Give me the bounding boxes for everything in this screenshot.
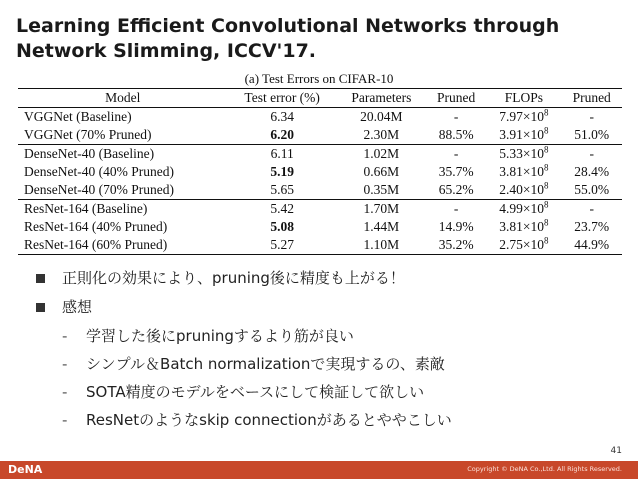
pruned-params-cell: -	[426, 200, 487, 219]
parameters-cell: 1.02M	[337, 145, 426, 164]
header-test-error: Test error (%)	[227, 89, 336, 108]
pruned-flops-cell: 55.0%	[574, 182, 610, 197]
parameters-cell: 20.04M	[360, 109, 403, 124]
header-pruned-params: Pruned	[426, 89, 487, 108]
test-error-cell: 6.20	[270, 127, 294, 142]
flops-mantissa: 3.81	[499, 164, 523, 179]
pruned-params-cell: 88.5%	[438, 127, 474, 142]
test-error-cell: 5.08	[270, 219, 294, 234]
parameters-cell: 1.10M	[337, 236, 426, 255]
bullet-text: 感想	[62, 298, 93, 316]
model-cell: DenseNet-40 (40% Pruned)	[24, 164, 174, 179]
flops-exponent: 8	[544, 235, 549, 246]
table-row	[18, 145, 622, 164]
table-row	[18, 200, 622, 219]
model-cell: ResNet-164 (60% Pruned)	[18, 236, 227, 255]
times-ten-symbol: ×10	[522, 219, 545, 234]
pruned-params-cell: -	[426, 145, 487, 164]
model-cell: ResNet-164 (Baseline)	[18, 200, 227, 219]
dash-bullet-icon: -	[62, 327, 68, 345]
sub-bullet-item	[36, 322, 616, 350]
flops-exponent: 8	[544, 199, 549, 210]
parameters-cell: 0.35M	[363, 182, 400, 197]
test-error-cell: 5.42	[227, 200, 336, 219]
pruned-params-cell: 35.2%	[426, 236, 487, 255]
bullet-text: 正則化の効果により、pruning後に精度も上がる！	[62, 269, 405, 287]
sub-bullet-item	[36, 378, 616, 406]
flops-mantissa: 7.97	[499, 109, 523, 124]
pruned-params-cell: 65.2%	[438, 182, 474, 197]
flops-mantissa: 3.91	[499, 127, 523, 142]
parameters-cell: 1.44M	[363, 219, 400, 234]
pruned-params-cell: 14.9%	[438, 219, 474, 234]
model-cell: DenseNet-40 (Baseline)	[18, 145, 227, 164]
title-line-2: Network Slimming, ICCV'17.	[16, 40, 317, 62]
square-bullet-icon	[36, 274, 45, 283]
flops-cell	[486, 200, 561, 219]
pruned-flops-cell: -	[561, 200, 622, 219]
sub-bullet-text: シンプル＆Batch normalizationで実現するの、素敵	[86, 355, 445, 373]
copyright-text: Copyright © DeNA Co.,Ltd. All Rights Reserved.	[467, 465, 622, 473]
sub-bullet-item	[36, 406, 616, 434]
header-parameters: Parameters	[337, 89, 426, 108]
test-error-cell: 6.34	[270, 109, 294, 124]
model-cell: DenseNet-40 (70% Pruned)	[24, 182, 174, 197]
flops-exponent: 8	[544, 180, 549, 191]
title-line-1: Learning Efficient Convolutional Networks through	[16, 15, 560, 37]
sub-bullet-text: 学習した後にpruningするより筋が良い	[86, 327, 354, 345]
table-row	[18, 126, 622, 145]
table-row	[18, 218, 622, 236]
flops-cell	[486, 145, 561, 164]
header-pruned-flops: Pruned	[561, 89, 622, 108]
flops-cell	[486, 218, 561, 236]
times-ten-symbol: ×10	[522, 201, 545, 216]
dash-bullet-icon: -	[62, 383, 68, 401]
model-cell: ResNet-164 (40% Pruned)	[24, 219, 168, 234]
dena-logo: DeNA	[8, 463, 43, 476]
pruned-flops-cell: 44.9%	[561, 236, 622, 255]
bullet-item	[36, 264, 616, 293]
flops-cell	[486, 163, 561, 181]
bullet-list	[36, 264, 616, 434]
times-ten-symbol: ×10	[522, 127, 545, 142]
square-bullet-icon	[36, 303, 45, 312]
table-header-row	[18, 89, 622, 108]
flops-exponent: 8	[544, 125, 549, 136]
test-error-cell: 5.19	[270, 164, 294, 179]
times-ten-symbol: ×10	[522, 164, 545, 179]
footer-bar	[0, 461, 638, 479]
test-error-cell: 5.27	[227, 236, 336, 255]
parameters-cell: 0.66M	[363, 164, 400, 179]
test-error-cell: 5.65	[270, 182, 294, 197]
sub-bullet-text: SOTA精度のモデルをベースにして検証して欲しい	[86, 383, 425, 401]
page-number: 41	[610, 446, 622, 456]
times-ten-symbol: ×10	[522, 182, 545, 197]
parameters-cell: 2.30M	[363, 127, 400, 142]
model-cell: VGGNet (70% Pruned)	[24, 127, 152, 142]
sub-bullet-item	[36, 350, 616, 378]
flops-mantissa: 5.33	[499, 146, 523, 161]
times-ten-symbol: ×10	[522, 237, 545, 252]
flops-exponent: 8	[544, 162, 549, 173]
slide-title	[16, 14, 626, 64]
table-body	[18, 108, 622, 255]
flops-mantissa: 2.40	[499, 182, 523, 197]
table-caption: (a) Test Errors on CIFAR-10	[244, 71, 394, 86]
header-flops: FLOPs	[486, 89, 561, 108]
dash-bullet-icon: -	[62, 355, 68, 373]
flops-cell	[486, 126, 561, 145]
pruned-flops-cell: -	[589, 109, 594, 124]
bullet-item	[36, 293, 616, 322]
flops-cell	[486, 236, 561, 255]
test-error-cell: 6.11	[227, 145, 336, 164]
flops-mantissa: 3.81	[499, 219, 523, 234]
times-ten-symbol: ×10	[522, 146, 545, 161]
header-model: Model	[18, 89, 227, 108]
sub-bullet-text: ResNetのようなskip connectionがあるとややこしい	[86, 411, 452, 429]
flops-mantissa: 2.75	[499, 237, 523, 252]
table-row	[18, 236, 622, 255]
table-row	[18, 181, 622, 200]
pruned-flops-cell: 28.4%	[574, 164, 610, 179]
flops-cell	[486, 108, 561, 127]
flops-cell	[486, 181, 561, 200]
pruned-params-cell: 35.7%	[438, 164, 474, 179]
pruned-params-cell: -	[453, 109, 459, 124]
flops-exponent: 8	[544, 217, 549, 228]
dash-bullet-icon: -	[62, 411, 68, 429]
parameters-cell: 1.70M	[337, 200, 426, 219]
table-row	[18, 163, 622, 181]
pruned-flops-cell: 51.0%	[574, 127, 610, 142]
table-row	[18, 108, 622, 127]
model-cell: VGGNet (Baseline)	[24, 109, 132, 124]
flops-exponent: 8	[544, 144, 549, 155]
pruned-flops-cell: -	[561, 145, 622, 164]
results-table	[18, 88, 622, 255]
pruned-flops-cell: 23.7%	[574, 219, 610, 234]
flops-mantissa: 4.99	[499, 201, 523, 216]
flops-exponent: 8	[544, 107, 549, 118]
times-ten-symbol: ×10	[522, 109, 545, 124]
